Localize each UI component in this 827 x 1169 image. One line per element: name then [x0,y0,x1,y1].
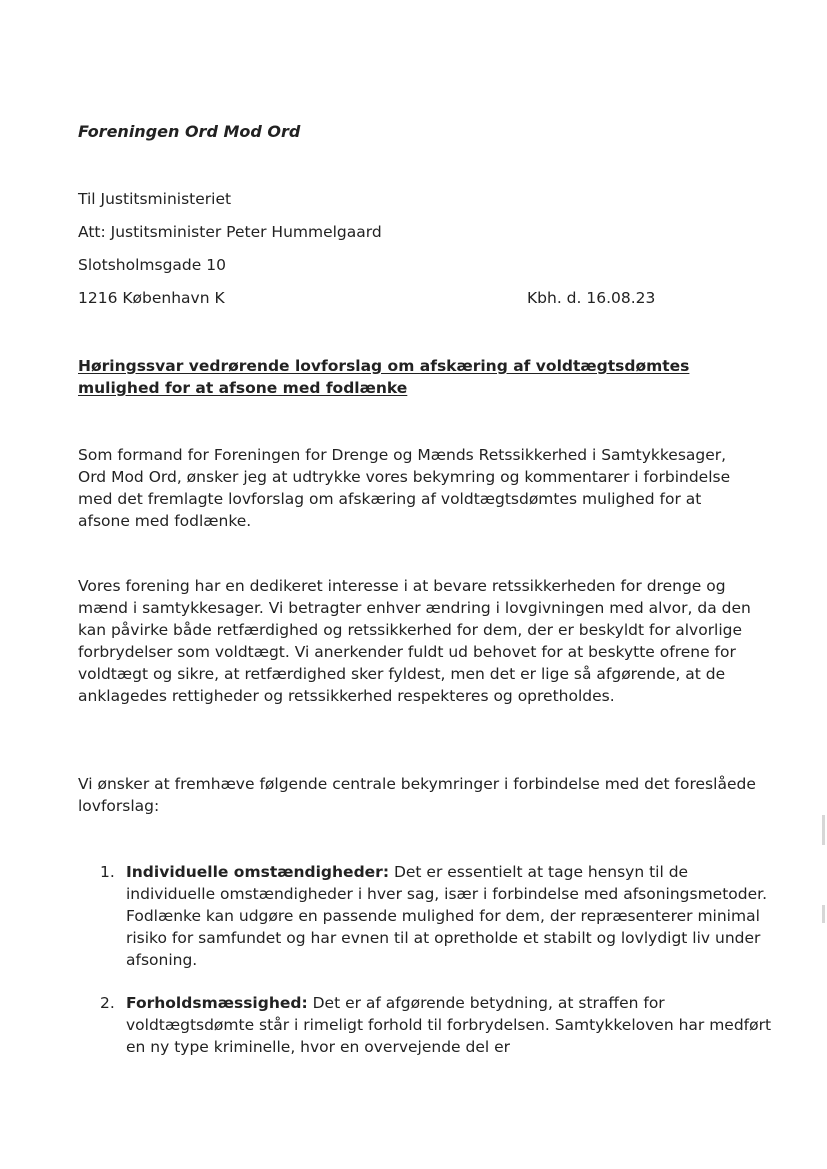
letter-date: Kbh. d. 16.08.23 [527,289,656,307]
list-item-number: 2. [100,994,115,1012]
list-item-term: Forholdsmæssighed: [126,994,308,1012]
list-item-text: Det er af afgørende betydning, at straffen for voldtægtsdømte står i rimeligt forhold til forbrydelsen. Samtykkeloven har medført en ny type kriminelle, hvor en overvejende del er [126,994,772,1056]
paragraph-intro: Som formand for Foreningen for Drenge og Mænds Retssikkerhed i Samtykkesager, Ord Mod Ord, ønsker jeg at udtrykke vores bekymring og kommentarer i forbindelse med det fremlagte lovforslag om afskæring af voldtægtsdømtes mulighed for at afsone med fodlænke. [78,446,731,530]
list-item [78,861,778,971]
paragraph-interest: Vores forening har en dedikeret interesse i at bevare retssikkerheden for drenge og mænd i samtykkesager. Vi betragter enhver ændring i lovgivningen med alvor, da den kan påvirke både retfærdighed og retssikkerhed for dem, der er beskyldt for alvorlige forbrydelser som voldtægt. Vi anerkender fuldt ud behovet for at beskytte ofrene for voldtægt og sikre, at retfærdighed sker fyldest, men det er lige så afgørende, at de anklagedes rettigheder og retssikkerhed respekteres og opretholdes. [78,577,751,705]
recipient-line-3: Slotsholmsgade 10 [78,256,226,274]
recipient-line-4: 1216 København K [78,289,225,307]
letter-subject: Høringssvar vedrørende lovforslag om afskæring af voldtægtsdømtes mulighed for at afsone med fodlænke [78,357,690,397]
scan-edge-mark [822,905,825,923]
recipient-line-1: Til Justitsministeriet [78,190,232,208]
organization-name: Foreningen Ord Mod Ord [78,122,301,141]
concerns-list-continued [78,992,778,1058]
paragraph-concerns-intro: Vi ønsker at fremhæve følgende centrale bekymringer i forbindelse med det foreslåede lovforslag: [78,775,756,815]
list-item [78,992,778,1058]
recipient-line-2: Att: Justitsminister Peter Hummelgaard [78,223,382,241]
concerns-list [78,861,778,971]
list-item-number: 1. [100,863,115,881]
list-item-text: Det er essentielt at tage hensyn til de individuelle omstændigheder i hver sag, især i forbindelse med afsoningsmetoder. Fodlænke kan udgøre en passende mulighed for dem, der repræsenterer minimal risiko for samfundet og har evnen til at opretholde et stabilt og lovlydigt liv under afsoning. [126,863,768,969]
list-item-term: Individuelle omstændigheder: [126,863,390,881]
scan-edge-mark [822,815,825,845]
